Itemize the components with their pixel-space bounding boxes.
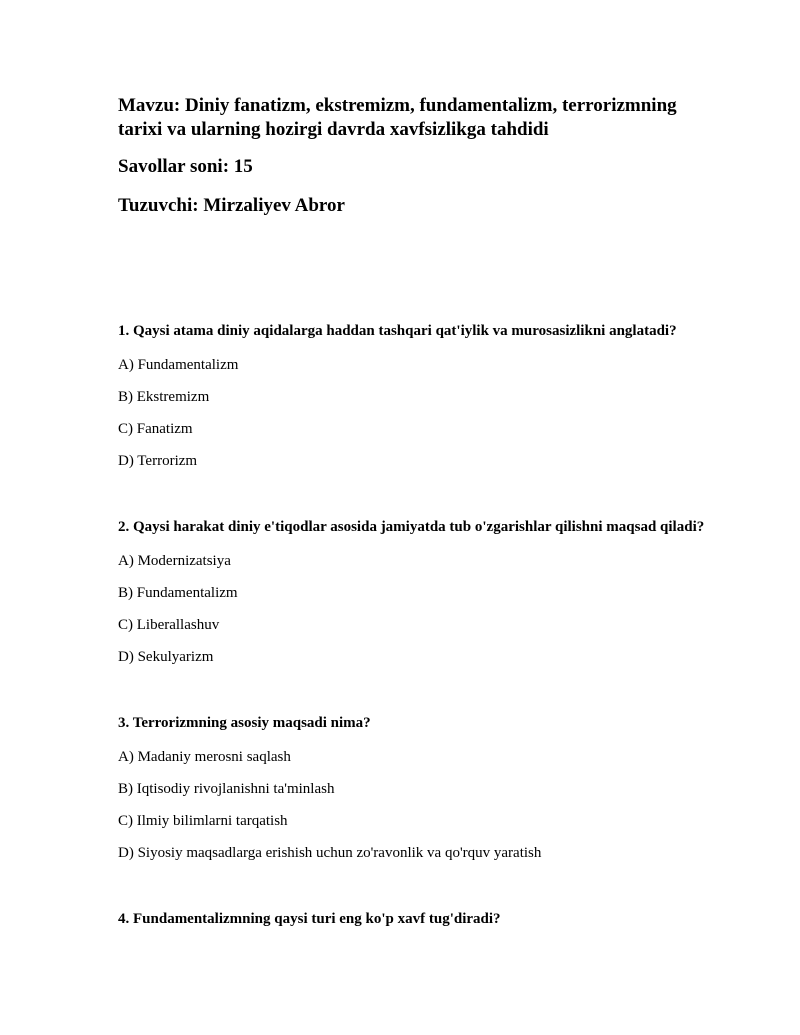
answer-option: A) Modernizatsiya [118,553,231,569]
question-2 [118,516,718,667]
question-4 [118,908,718,930]
author: Tuzuvchi: Mirzaliyev Abror [118,195,345,216]
document-page [118,94,718,930]
answer-option: A) Madaniy merosni saqlash [118,749,291,765]
answer-option: B) Ekstremizm [118,389,210,405]
question-text: 3. Terrorizmning asosiy maqsadi nima? [118,715,371,731]
answer-option: C) Ilmiy bilimlarni tarqatish [118,813,288,829]
answer-option: C) Liberallashuv [118,617,220,633]
question-1 [118,320,718,471]
question-text: 2. Qaysi harakat diniy e'tiqodlar asosida jamiyatda tub o'zgarishlar qilishni maqsad qiladi? [118,519,705,535]
answer-option: D) Sekulyarizm [118,649,214,665]
answer-option: B) Fundamentalizm [118,585,238,601]
answer-option: D) Terrorizm [118,453,198,469]
question-count: Savollar soni: 15 [118,156,253,177]
question-text: 4. Fundamentalizmning qaysi turi eng ko'p xavf tug'diradi? [118,911,501,927]
question-text: 1. Qaysi atama diniy aqidalarga haddan tashqari qat'iylik va murosasizlikni anglatadi? [118,323,677,339]
question-3 [118,712,718,863]
answer-option: B) Iqtisodiy rivojlanishni ta'minlash [118,781,335,797]
answer-option: C) Fanatizm [118,421,193,437]
answer-option: A) Fundamentalizm [118,357,239,373]
document-title: Mavzu: Diniy fanatizm, ekstremizm, fundamentalizm, terrorizmning tarixi va ularning hozirgi davrda xavfsizlikga tahdidi [118,95,677,140]
answer-option: D) Siyosiy maqsadlarga erishish uchun zo'ravonlik va qo'rquv yaratish [118,845,542,861]
